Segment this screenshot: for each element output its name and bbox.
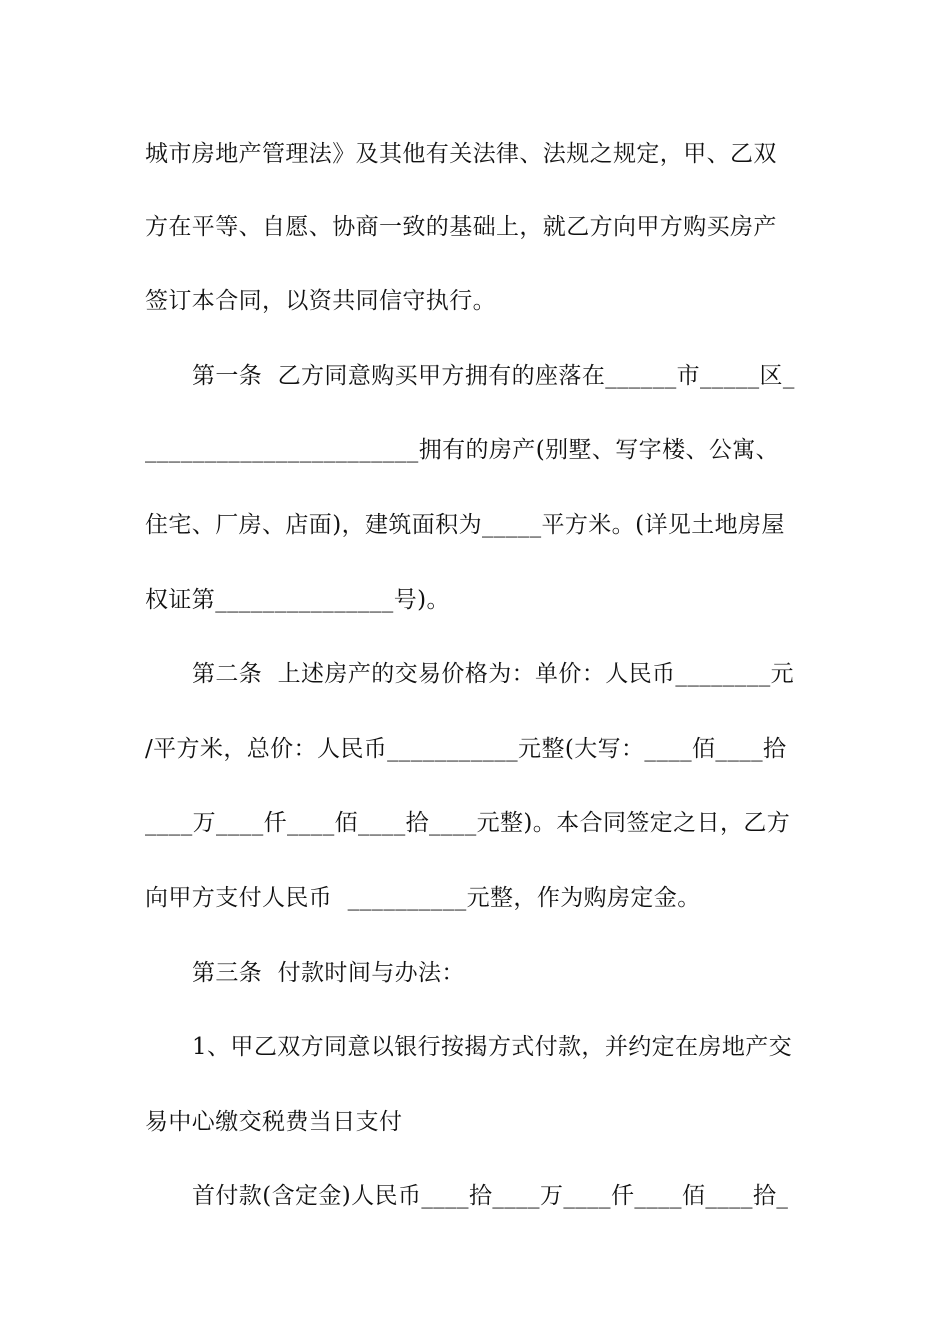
down-payment-line: 首付款(含定金)人民币____拾____万____仟____佰____拾_ xyxy=(192,1183,789,1209)
text-line: ____万____仟____佰____拾____元整)。本合同签定之日，乙方 xyxy=(145,810,791,836)
text-line: 签订本合同，以资共同信守执行。 xyxy=(145,288,496,314)
text-line: 易中心缴交税费当日支付 xyxy=(145,1109,403,1135)
text-line: 权证第_______________号)。 xyxy=(145,587,450,613)
clause-1-line: 1、甲乙双方同意以银行按揭方式付款，并约定在房地产交 xyxy=(192,1034,793,1060)
article-3-line: 第三条 付款时间与办法： xyxy=(192,960,465,986)
text-line: /平方米，总价：人民币___________元整(大写：____佰____拾 xyxy=(145,736,787,762)
article-2-line: 第二条 上述房产的交易价格为：单价：人民币________元 xyxy=(192,661,795,687)
text-line: 向甲方支付人民币 __________元整，作为购房定金。 xyxy=(145,885,701,911)
text-line: 城市房地产管理法》及其他有关法律、法规之规定，甲、乙双 xyxy=(145,141,777,167)
text-line: 方在平等、自愿、协商一致的基础上，就乙方向甲方购买房产 xyxy=(145,214,777,240)
text-line: 住宅、厂房、店面)，建筑面积为_____平方米。(详见土地房屋 xyxy=(145,512,785,538)
text-line: _______________________拥有的房产(别墅、写字楼、公寓、 xyxy=(145,437,780,463)
article-1-line: 第一条 乙方同意购买甲方拥有的座落在______市_____区_ xyxy=(192,363,795,389)
